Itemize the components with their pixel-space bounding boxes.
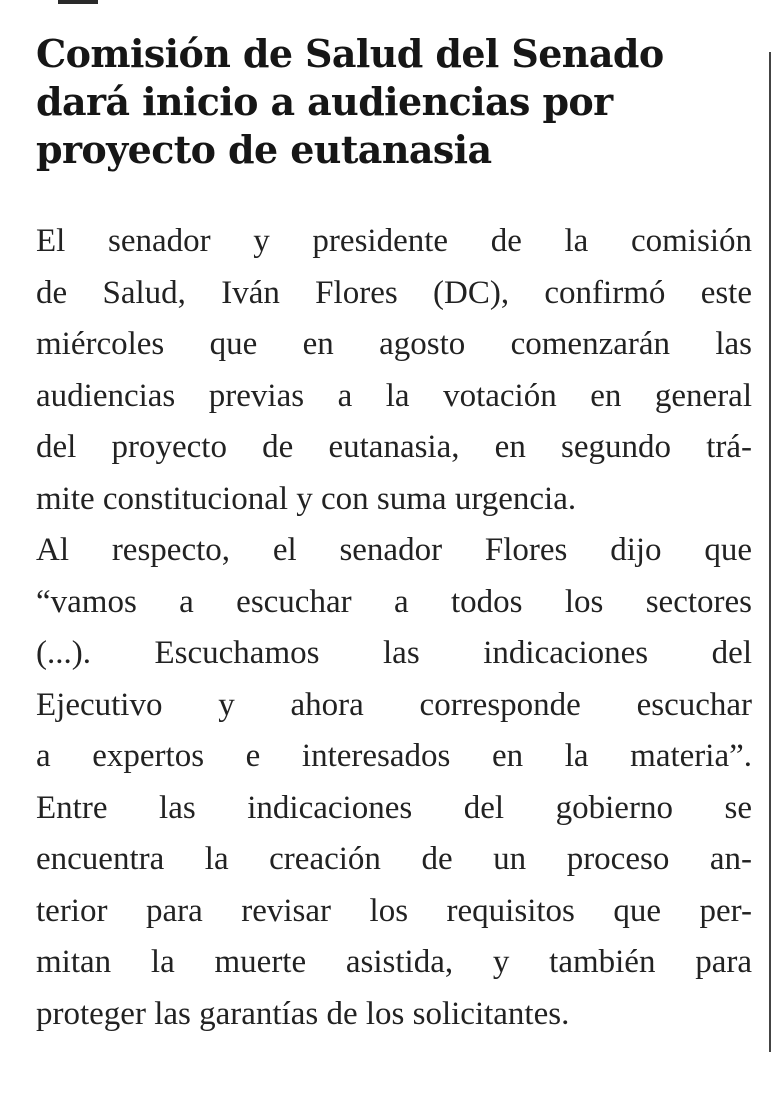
body-line: a expertos e interesados en la materia”. bbox=[36, 738, 752, 774]
headline-line: proyecto de eutanasia bbox=[36, 127, 492, 172]
body-line: mite constitucional y con suma urgencia. bbox=[36, 480, 577, 517]
body-line: El senador y presidente de la comisión bbox=[36, 223, 752, 259]
body-line: mitan la muerte asistida, y también para bbox=[36, 944, 752, 980]
headline-line: dará inicio a audiencias por bbox=[36, 79, 613, 124]
body-line: Al respecto, el senador Flores dijo que bbox=[36, 532, 752, 568]
body-line: “vamos a escuchar a todos los sectores bbox=[36, 583, 752, 620]
article bbox=[36, 30, 752, 1040]
article-body bbox=[36, 216, 752, 1040]
body-line: proteger las garantías de los solicitantes. bbox=[36, 995, 570, 1032]
top-edge-mark bbox=[58, 0, 98, 4]
column-divider bbox=[769, 52, 771, 1052]
body-line: (...). Escuchamos las indicaciones del bbox=[36, 635, 752, 671]
body-line: de Salud, Iván Flores (DC), confirmó este bbox=[36, 274, 752, 311]
body-line: audiencias previas a la votación en general bbox=[36, 377, 752, 414]
article-headline bbox=[36, 30, 752, 174]
headline-line: Comisión de Salud del Senado bbox=[36, 31, 664, 76]
body-line: encuentra la creación de un proceso an- bbox=[36, 841, 752, 877]
body-line: del proyecto de eutanasia, en segundo trá- bbox=[36, 429, 752, 465]
body-line: terior para revisar los requisitos que per- bbox=[36, 892, 752, 929]
body-line: miércoles que en agosto comenzarán las bbox=[36, 326, 752, 362]
body-line: Ejecutivo y ahora corresponde escuchar bbox=[36, 686, 752, 723]
body-line: Entre las indicaciones del gobierno se bbox=[36, 789, 752, 826]
